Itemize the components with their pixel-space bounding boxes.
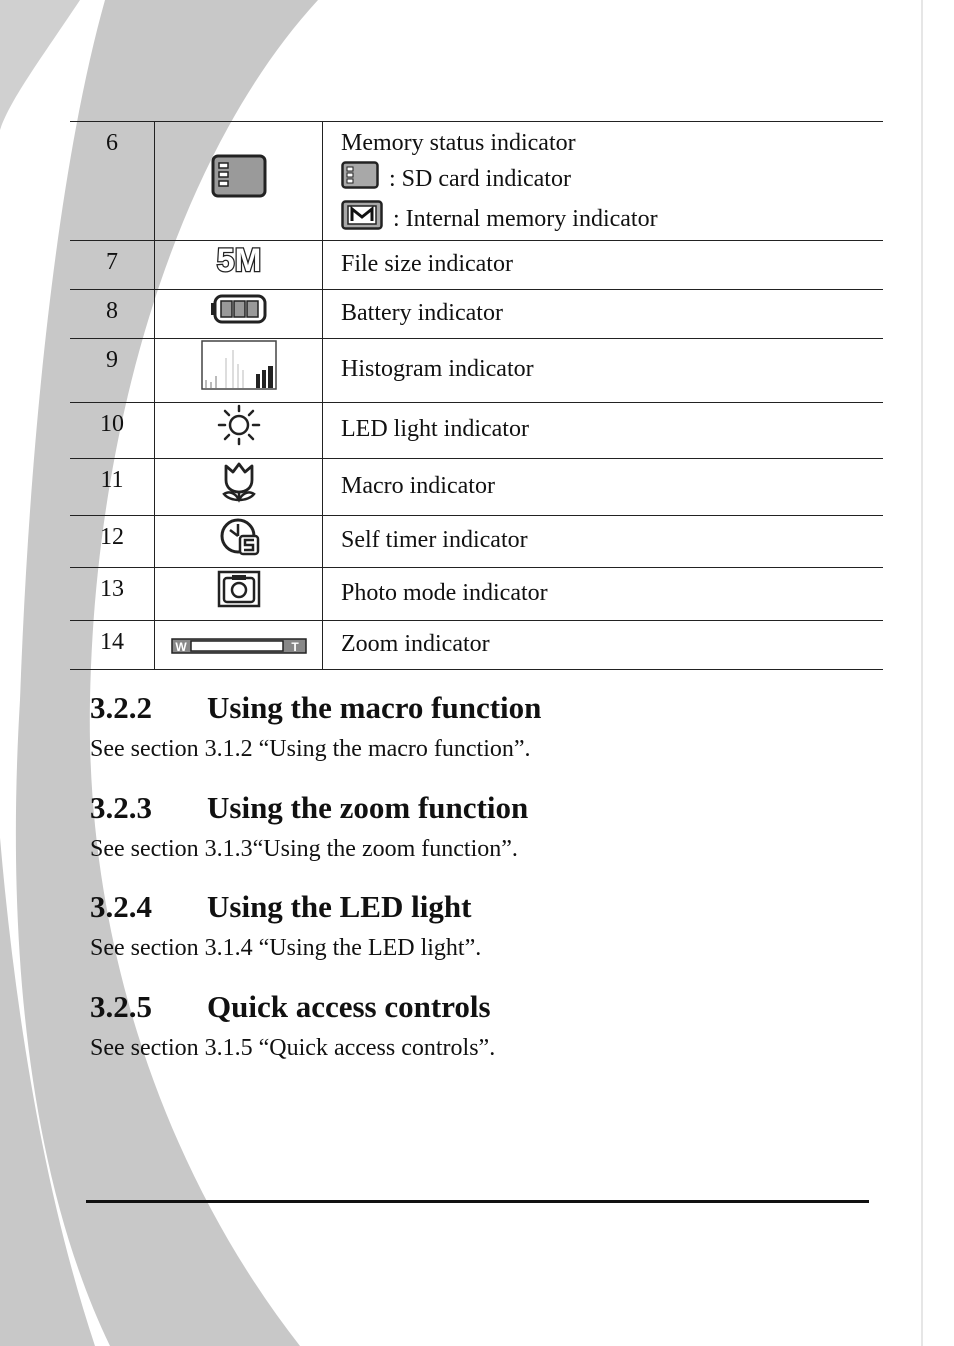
table-row bbox=[70, 567, 883, 620]
section-body: See section 3.1.5 “Quick access controls”. bbox=[90, 1035, 496, 1062]
row-description: Zoom indicator bbox=[323, 620, 884, 669]
led-light-icon bbox=[214, 404, 264, 455]
section-body: See section 3.1.2 “Using the macro function”. bbox=[90, 736, 531, 763]
row-description: File size indicator bbox=[323, 240, 884, 289]
row-number: 10 bbox=[70, 402, 155, 458]
table-row bbox=[70, 240, 883, 289]
zoom-wide-label: W bbox=[174, 640, 187, 655]
row-number: 12 bbox=[70, 515, 155, 567]
row-description: Histogram indicator bbox=[323, 338, 884, 402]
row-number: 6 bbox=[70, 122, 155, 241]
section-title: Using the macro function bbox=[207, 690, 542, 725]
row-description: Photo mode indicator bbox=[323, 567, 884, 620]
sd-card-line bbox=[341, 161, 883, 198]
file-size-5m-icon bbox=[210, 243, 268, 286]
row-description: Battery indicator bbox=[323, 289, 884, 338]
section-3-2-5 bbox=[90, 988, 870, 1063]
row-number: 14 bbox=[70, 620, 155, 669]
table-row bbox=[70, 515, 883, 567]
section-title: Quick access controls bbox=[207, 989, 491, 1024]
section-heading bbox=[90, 789, 870, 826]
table-row bbox=[70, 402, 883, 458]
section-number: 3.2.2 bbox=[90, 690, 152, 725]
photo-mode-icon bbox=[217, 570, 261, 617]
row-number: 7 bbox=[70, 240, 155, 289]
row-description: Self timer indicator bbox=[323, 515, 884, 567]
table-row bbox=[70, 122, 883, 241]
row-description: Memory status indicator bbox=[341, 130, 576, 156]
battery-icon bbox=[210, 293, 268, 334]
section-body: See section 3.1.4 “Using the LED light”. bbox=[90, 935, 482, 962]
internal-memory-line bbox=[341, 200, 883, 239]
row-description: LED light indicator bbox=[323, 402, 884, 458]
section-heading bbox=[90, 888, 870, 925]
indicator-table bbox=[70, 121, 883, 670]
sd-card-label: : SD card indicator bbox=[389, 166, 571, 193]
zoom-tele-label: T bbox=[290, 640, 299, 655]
row-number: 11 bbox=[70, 458, 155, 515]
row-number: 8 bbox=[70, 289, 155, 338]
section-3-2-3 bbox=[90, 789, 870, 864]
memory-card-icon bbox=[211, 154, 267, 207]
table-row bbox=[70, 620, 883, 669]
section-heading bbox=[90, 988, 870, 1025]
section-number: 3.2.3 bbox=[90, 790, 152, 825]
section-heading bbox=[90, 689, 870, 726]
zoom-bar-icon bbox=[171, 633, 307, 664]
file-size-5m-label: 5M bbox=[216, 242, 261, 277]
histogram-icon bbox=[201, 340, 277, 399]
internal-memory-icon bbox=[341, 200, 383, 239]
macro-flower-icon bbox=[218, 460, 260, 513]
sd-card-icon bbox=[341, 161, 379, 198]
row-number: 13 bbox=[70, 567, 155, 620]
section-title: Using the zoom function bbox=[207, 790, 529, 825]
self-timer-icon bbox=[218, 516, 260, 565]
footer-divider bbox=[86, 1200, 869, 1203]
table-row bbox=[70, 338, 883, 402]
section-number: 3.2.4 bbox=[90, 889, 152, 924]
section-title: Using the LED light bbox=[207, 889, 472, 924]
table-row bbox=[70, 458, 883, 515]
row-number: 9 bbox=[70, 338, 155, 402]
internal-memory-label: : Internal memory indicator bbox=[393, 206, 658, 233]
table-row bbox=[70, 289, 883, 338]
section-body: See section 3.1.3“Using the zoom function”. bbox=[90, 836, 518, 863]
section-3-2-2 bbox=[90, 689, 870, 764]
row-description: Macro indicator bbox=[323, 458, 884, 515]
section-number: 3.2.5 bbox=[90, 989, 152, 1024]
section-3-2-4 bbox=[90, 888, 870, 963]
